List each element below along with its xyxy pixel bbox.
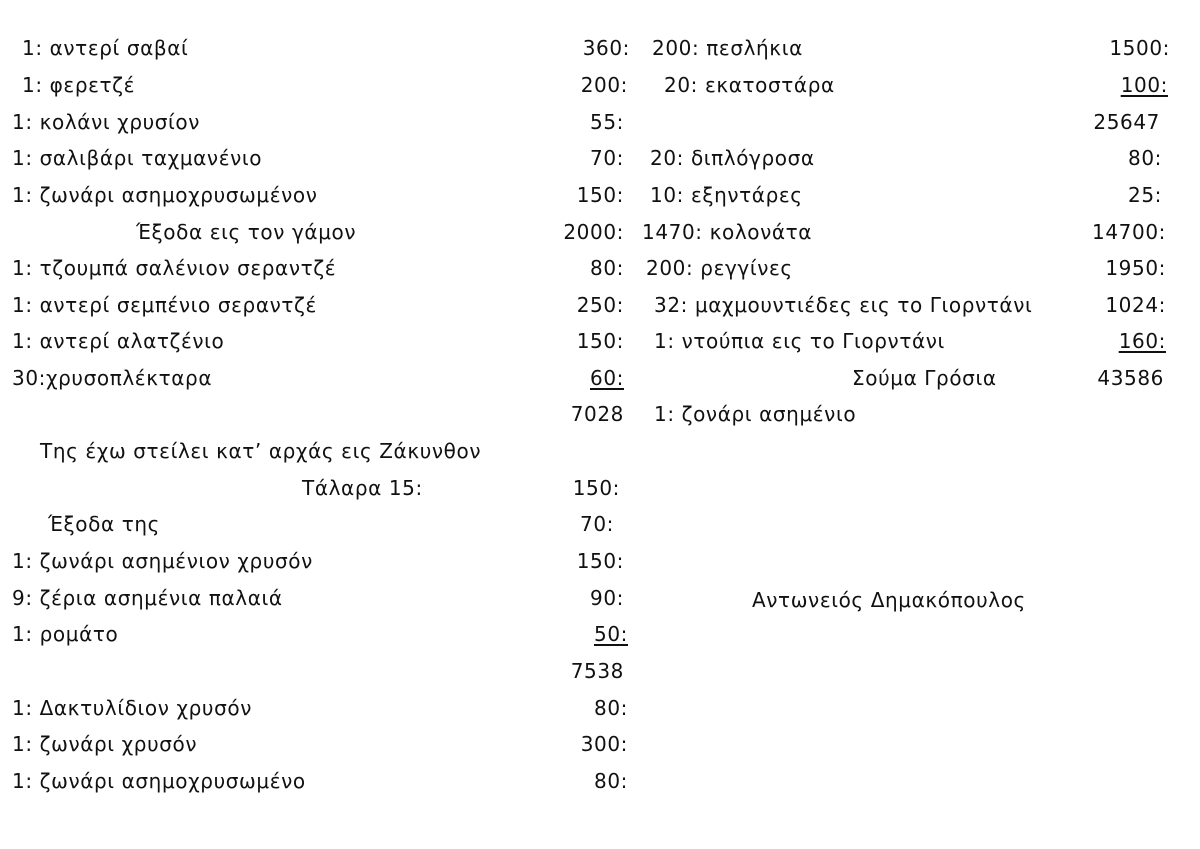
left-item-19: 1: Δακτυλίδιον χρυσόν — [12, 696, 252, 720]
left-item-talara: Τάλαρα 15: — [302, 476, 423, 500]
signature: Αντωνειός Δημακόπουλος — [752, 588, 1026, 612]
left-item-exoda: Έξοδα της — [48, 512, 160, 536]
right-amount-5: 25: — [1128, 183, 1162, 207]
left-amount-talara: 150: — [572, 476, 620, 500]
right-amount-8: 1024: — [1105, 293, 1166, 317]
left-item-17: 1: ρομάτο — [12, 622, 119, 646]
right-subtotal-1: 25647 — [1093, 110, 1160, 134]
left-amount-1: 360: — [582, 36, 630, 60]
left-amount-17: 50: — [594, 622, 628, 646]
left-amount-15: 150: — [576, 549, 624, 573]
left-item-8: 1: αντερί σεμπένιο σεραντζέ — [12, 293, 317, 317]
left-amount-exoda: 70: — [580, 512, 614, 536]
left-amount-20: 300: — [580, 732, 628, 756]
right-item-8: 32: μαχμουντιέδες εις το Γιορντάνι — [654, 293, 1033, 317]
left-amount-3: 55: — [590, 110, 624, 134]
left-amount-10: 60: — [590, 366, 624, 390]
right-item-11: 1: ζονάρι ασημένιο — [654, 402, 857, 426]
left-subtotal-1: 7028 — [570, 402, 624, 426]
right-item-6: 1470: κολονάτα — [642, 220, 813, 244]
left-item-10: 30:χρυσοπλέκταρα — [12, 366, 213, 390]
left-amount-5: 150: — [576, 183, 624, 207]
right-item-4: 20: διπλόγροσα — [650, 146, 815, 170]
left-amount-7: 80: — [590, 256, 624, 280]
left-item-16: 9: ζέρια ασημένια παλαιά — [12, 586, 283, 610]
left-amount-2: 200: — [580, 73, 628, 97]
right-sum-total: 43586 — [1097, 366, 1164, 390]
right-amount-4: 80: — [1128, 146, 1162, 170]
left-item-9: 1: αντερί αλατζένιο — [12, 329, 225, 353]
left-amount-8: 250: — [576, 293, 624, 317]
left-item-7: 1: τζουμπά σαλένιον σεραντζέ — [12, 256, 337, 280]
right-sum-label: Σούμα Γρόσια — [852, 366, 997, 390]
left-item-5: 1: ζωνάρι ασημοχρυσωμένον — [12, 183, 318, 207]
right-item-7: 200: ρεγγίνες — [646, 256, 793, 280]
right-amount-1: 1500: — [1109, 36, 1170, 60]
right-amount-7: 1950: — [1105, 256, 1166, 280]
left-item-3: 1: κολάνι χρυσίον — [12, 110, 201, 134]
left-amount-4: 70: — [590, 146, 624, 170]
left-amount-16: 90: — [590, 586, 624, 610]
right-amount-9: 160: — [1118, 329, 1166, 353]
right-item-1: 200: πεσλήκια — [652, 36, 803, 60]
left-item-21: 1: ζωνάρι ασημοχρυσωμένο — [12, 769, 306, 793]
left-amount-19: 80: — [594, 696, 628, 720]
left-item-4: 1: σαλιβάρι ταχμανένιο — [12, 146, 263, 170]
left-item-6: Έξοδα εις τον γάμον — [136, 220, 357, 244]
right-amount-2: 100: — [1120, 73, 1168, 97]
right-amount-6: 14700: — [1092, 220, 1166, 244]
left-item-1: 1: αντερί σαβαί — [22, 36, 189, 60]
left-note-zakynthos: Της έχω στείλει κατ’ αρχάς εις Ζάκυνθον — [40, 439, 482, 463]
left-amount-6: 2000: — [563, 220, 624, 244]
left-amount-21: 80: — [594, 769, 628, 793]
left-item-2: 1: φερετζέ — [22, 73, 136, 97]
right-item-9: 1: ντούπια εις το Γιορντάνι — [654, 329, 945, 353]
right-item-5: 10: εξηντάρες — [650, 183, 803, 207]
left-subtotal-2: 7538 — [570, 659, 624, 683]
right-item-2: 20: εκατοστάρα — [664, 73, 835, 97]
left-amount-9: 150: — [576, 329, 624, 353]
left-item-20: 1: ζωνάρι χρυσόν — [12, 732, 198, 756]
left-item-15: 1: ζωνάρι ασημένιον χρυσόν — [12, 549, 313, 573]
